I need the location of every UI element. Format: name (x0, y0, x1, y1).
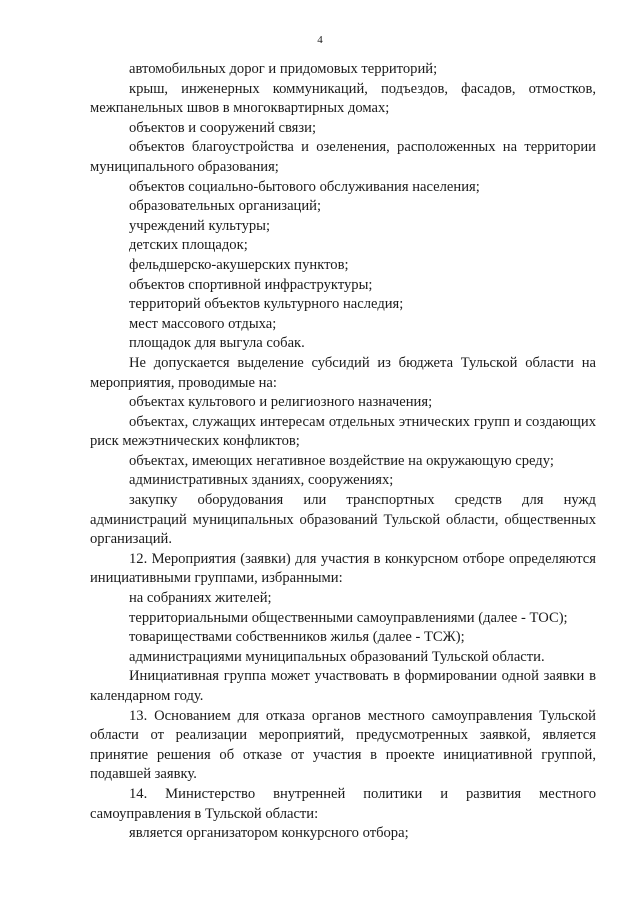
paragraph: 13. Основанием для отказа органов местного самоуправления Тульской области от реализации мероприятий, предусмотренных заявкой, является принятие решения об отказе от участия в проекте инициативной группой, подавшей заявку. (90, 707, 596, 783)
paragraph: детских площадок; (129, 237, 248, 254)
paragraph: товариществами собственников жилья (далее - ТСЖ); (129, 629, 465, 646)
paragraph: объектов социально-бытового обслуживания населения; (129, 178, 480, 195)
paragraph: администрациями муниципальных образований Тульской области. (129, 648, 545, 665)
paragraph: Инициативная группа может участвовать в формировании одной заявки в календарном году. (90, 668, 596, 704)
paragraph: 14. Министерство внутренней политики и развития местного самоуправления в Тульской области: (90, 785, 596, 822)
paragraph: 12. Мероприятия (заявки) для участия в конкурсном отборе определяются инициативными группами, избранными: (90, 550, 596, 587)
paragraph: автомобильных дорог и придомовых территорий; (129, 61, 438, 77)
paragraph: мест массового отдыха; (129, 315, 277, 332)
paragraph: объектах, служащих интересам отдельных этнических групп и создающих риск межэтнических конфликтов; (90, 413, 596, 450)
paragraph: объектах культового и религиозного назначения; (129, 394, 433, 411)
paragraph: крыш, инженерных коммуникаций, подъездов, фасадов, отмостков, межпанельных швов в многоквартирных домах; (90, 80, 596, 117)
paragraph: образовательных организаций; (129, 198, 322, 215)
paragraph: объектов благоустройства и озеленения, расположенных на территории муниципального образования; (90, 139, 596, 175)
paragraph: на собраниях жителей; (129, 590, 272, 607)
paragraph: закупку оборудования или транспортных средств для нужд администраций муниципальных образований Тульской области, общественных организаций. (90, 492, 596, 548)
paragraph: объектах, имеющих негативное воздействие на окружающую среду; (129, 452, 554, 469)
paragraph: учреждений культуры; (129, 217, 271, 234)
paragraph: Не допускается выделение субсидий из бюджета Тульской области на мероприятия, проводимые на: (90, 354, 596, 391)
paragraph: фельдшерско-акушерских пунктов; (129, 256, 349, 273)
paragraph: территорий объектов культурного наследия; (129, 296, 404, 313)
paragraph: является организатором конкурсного отбора; (129, 825, 409, 842)
paragraph: территориальными общественными самоуправлениями (далее - ТОС); (129, 609, 568, 626)
document-body (90, 60, 596, 844)
paragraph: объектов спортивной инфраструктуры; (129, 276, 373, 293)
paragraph: площадок для выгула собак. (129, 335, 305, 352)
page-number: 4 (317, 34, 323, 46)
paragraph: административных зданиях, сооружениях; (129, 472, 394, 489)
paragraph: объектов и сооружений связи; (129, 119, 317, 136)
